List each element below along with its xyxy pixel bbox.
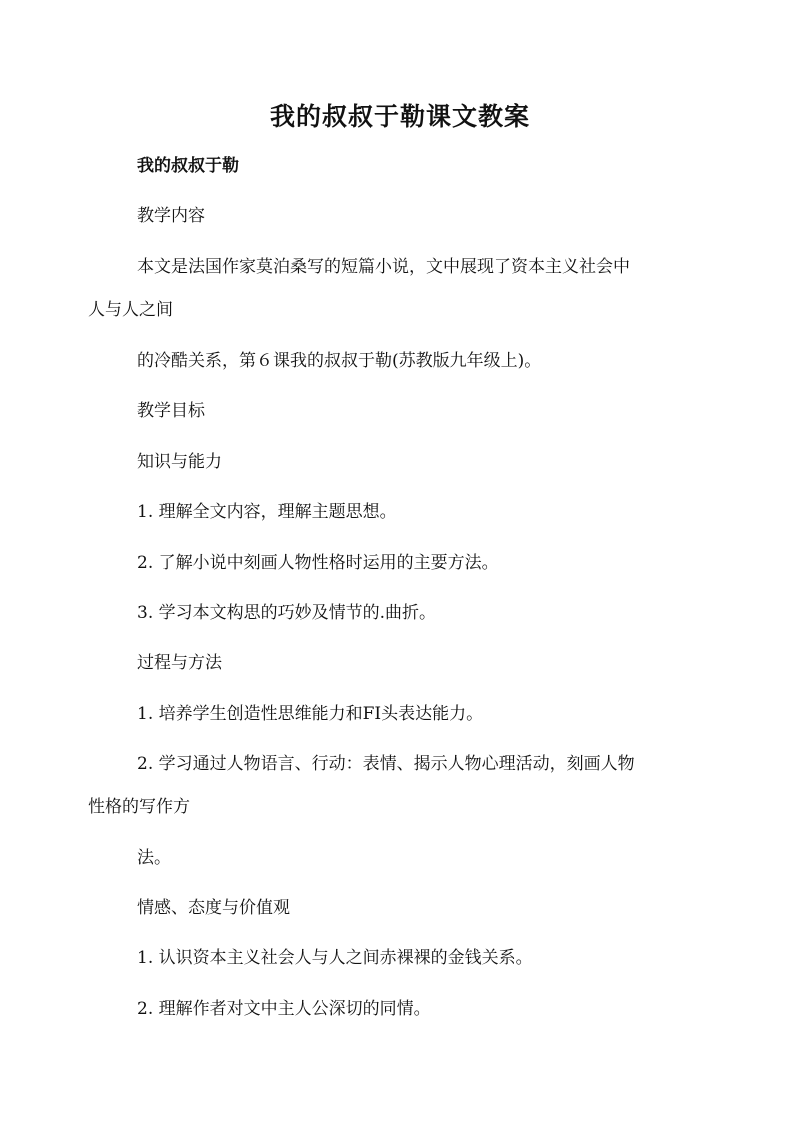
subheading-emotion: 情感、态度与价值观 — [137, 898, 290, 918]
list-item: 3. 学习本文构思的巧妙及情节的.曲折。 — [137, 603, 437, 623]
list-item: 1. 理解全文内容，理解主题思想。 — [137, 502, 397, 522]
content-paragraph-line-3: 的冷酷关系，第６课我的叔叔于勒(苏教版九年级上)。 — [137, 351, 542, 371]
list-item-continuation: 性格的写作方 — [88, 797, 190, 817]
list-item: 2. 学习通过人物语言、行动：表情、揭示人物心理活动，刻画人物 — [137, 754, 635, 774]
section-heading-content: 教学内容 — [137, 206, 205, 226]
section-heading-goals: 教学目标 — [137, 401, 205, 421]
lesson-subtitle: 我的叔叔于勒 — [137, 156, 239, 176]
list-item: 2. 理解作者对文中主人公深切的同情。 — [137, 999, 431, 1019]
list-item: 2. 了解小说中刻画人物性格时运用的主要方法。 — [137, 553, 499, 573]
list-item-continuation: 法。 — [137, 848, 171, 868]
list-item: 1. 认识资本主义社会人与人之间赤裸裸的金钱关系。 — [137, 948, 533, 968]
subheading-knowledge: 知识与能力 — [137, 452, 222, 472]
subheading-process: 过程与方法 — [137, 653, 222, 673]
content-paragraph-line-2: 人与人之间 — [88, 300, 173, 320]
page-title: 我的叔叔于勒课文教案 — [269, 102, 530, 131]
list-item: 1. 培养学生创造性思维能力和FI头表达能力。 — [137, 704, 484, 724]
content-paragraph-line-1: 本文是法国作家莫泊桑写的短篇小说，文中展现了资本主义社会中 — [137, 257, 630, 277]
